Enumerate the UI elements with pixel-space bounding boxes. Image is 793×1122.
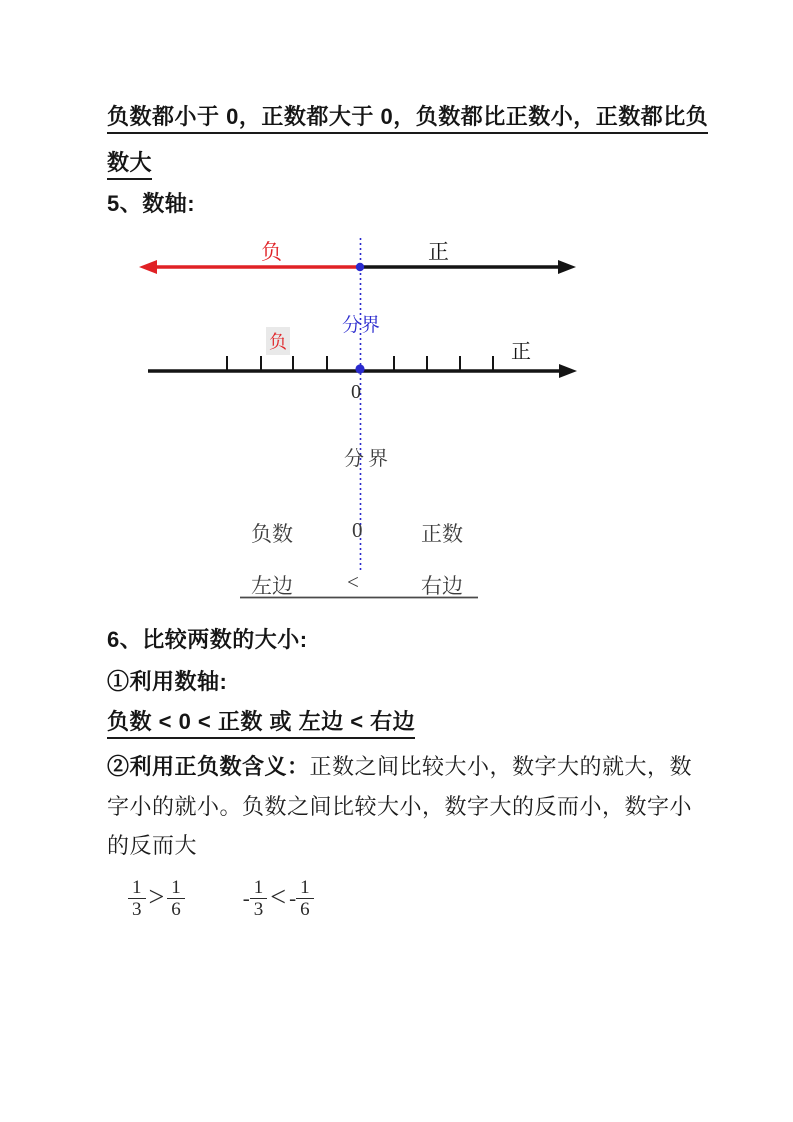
fraction-denominator: 3 bbox=[250, 898, 268, 920]
fraction-denominator: 3 bbox=[128, 898, 146, 920]
method2-line-3: 的反而大 bbox=[107, 833, 198, 858]
fraction-numerator: 1 bbox=[132, 876, 142, 898]
compare-right-label: 右边 bbox=[421, 574, 463, 598]
axis2-zero-label: 0 bbox=[351, 381, 361, 403]
method1-title: ①利用数轴: bbox=[107, 669, 228, 694]
axis1-positive-label: 正 bbox=[428, 241, 449, 264]
method1-rule bbox=[107, 705, 415, 736]
category-negative-label: 负数 bbox=[251, 522, 293, 546]
axis2-right-arrowhead bbox=[559, 364, 577, 378]
boundary-label-black: 分界 bbox=[344, 448, 392, 470]
fraction-denominator: 6 bbox=[296, 898, 314, 920]
section6-title: 6、比较两数的大小: bbox=[107, 627, 308, 652]
method2-line-1 bbox=[107, 750, 692, 781]
less-than-sign: < bbox=[270, 882, 287, 913]
fraction-examples bbox=[128, 876, 314, 920]
section5-title: 5、数轴: bbox=[107, 191, 196, 216]
fraction-denominator: 6 bbox=[167, 898, 185, 920]
compare-left-label: 左边 bbox=[251, 574, 293, 598]
fraction-neg-one-third bbox=[250, 877, 268, 920]
example-negative-comparison bbox=[243, 876, 314, 920]
fraction-one-third bbox=[128, 877, 146, 920]
category-positive-label: 正数 bbox=[421, 522, 463, 546]
minus-sign: - bbox=[289, 886, 297, 910]
axis1-origin-dot bbox=[356, 263, 364, 271]
method1-rule-text: 负数 < 0 < 正数 或 左边 < 右边 bbox=[107, 709, 415, 739]
greater-than-sign: > bbox=[148, 882, 165, 913]
example-positive-comparison bbox=[128, 876, 185, 920]
compare-operator-label: < bbox=[347, 570, 359, 594]
fraction-numerator: 1 bbox=[300, 876, 310, 898]
axis2-positive-label: 正 bbox=[511, 341, 531, 363]
axis2-origin-dot bbox=[355, 364, 364, 373]
boundary-label-blue: 分界 bbox=[342, 315, 381, 336]
minus-sign: - bbox=[242, 886, 250, 910]
fraction-one-sixth bbox=[167, 877, 185, 920]
method2-line-2: 字小的就小。负数之间比较大小，数字大的反而小，数字小 bbox=[107, 794, 693, 819]
method2-title: ②利用正负数含义： bbox=[107, 754, 310, 779]
fraction-numerator: 1 bbox=[253, 876, 264, 898]
method2-text-1: 正数之间比较大小，数字大的就大，数 bbox=[309, 754, 693, 779]
heading-text-1: 负数都小于 0，正数都大于 0，负数都比正数小，正数都比负 bbox=[107, 104, 708, 134]
fraction-neg-one-sixth bbox=[296, 877, 314, 920]
axis2-negative-label: 负 bbox=[266, 327, 290, 355]
axis1-negative-label: 负 bbox=[261, 241, 282, 264]
axis1-right-arrowhead bbox=[558, 260, 576, 274]
fraction-numerator: 1 bbox=[171, 876, 181, 898]
category-zero-label: 0 bbox=[352, 518, 363, 542]
heading-text-2: 数大 bbox=[107, 150, 152, 180]
axis1-left-arrowhead bbox=[139, 260, 157, 274]
